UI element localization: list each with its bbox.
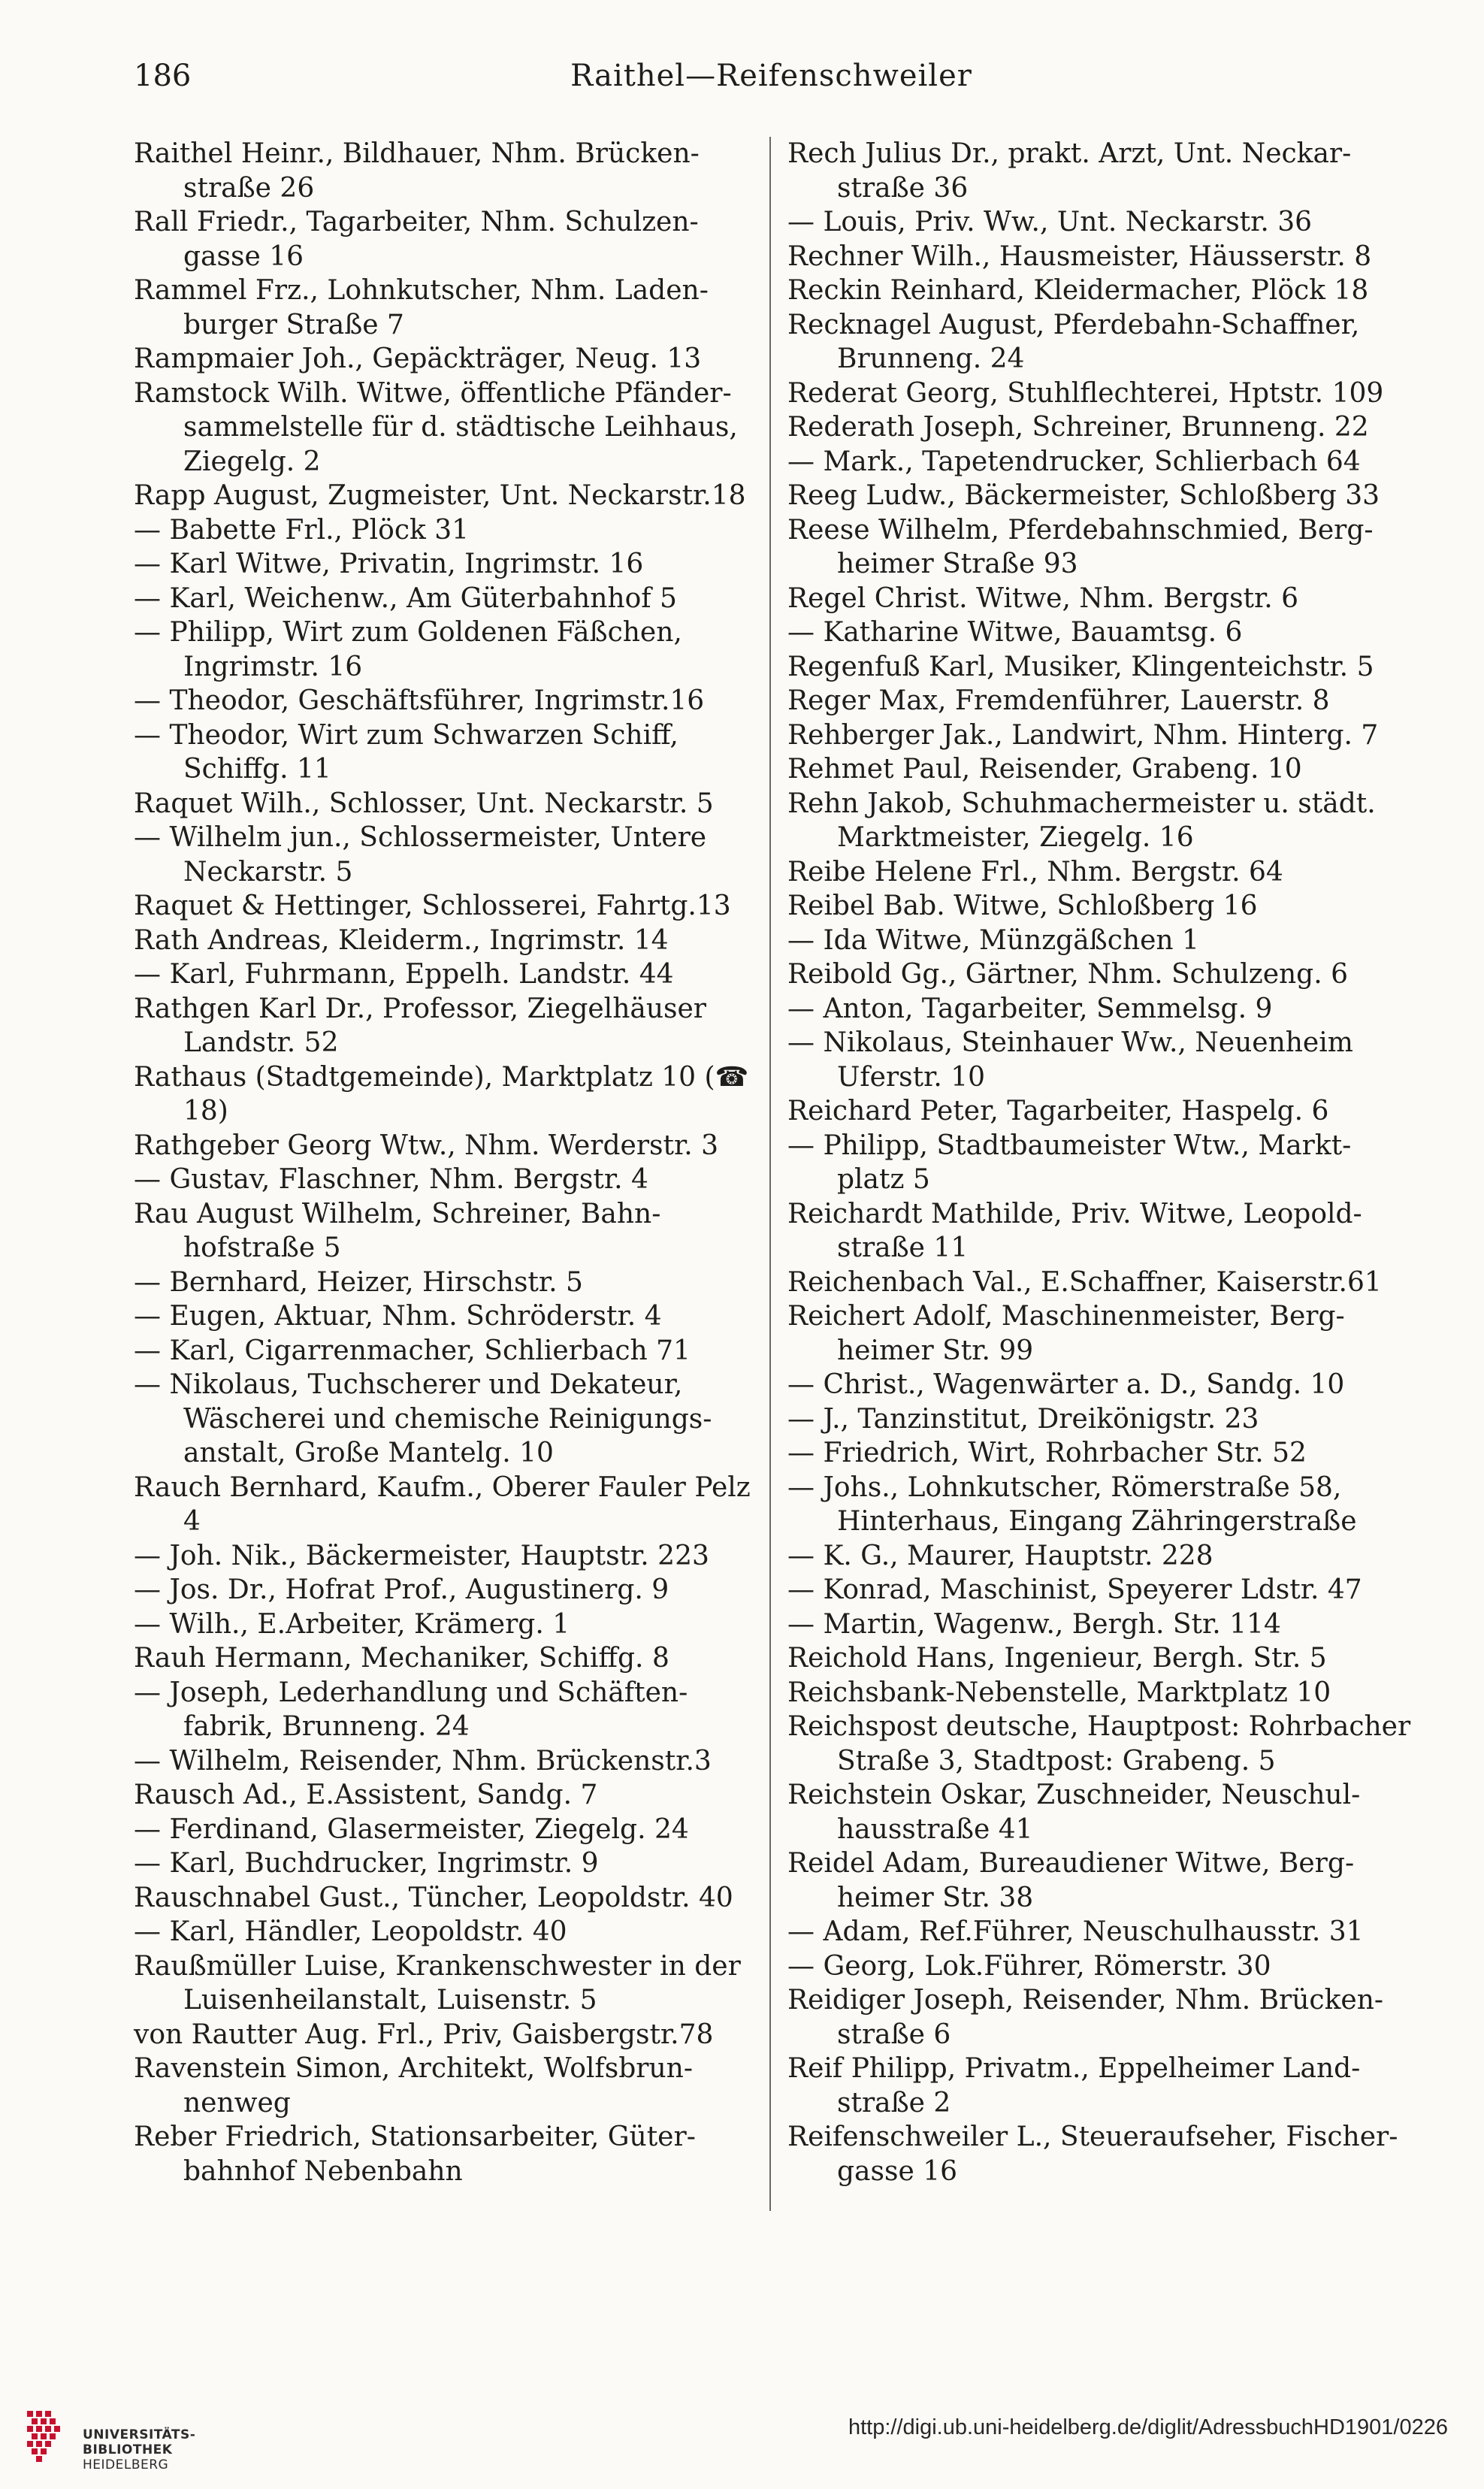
- directory-entry: Reichstein Oskar, Zuschneider, Neuschul-hausstraße 41: [787, 1780, 1361, 1845]
- directory-entry: — Adam, Ref.Führer, Neuschulhausstr. 31: [787, 1916, 1364, 1947]
- directory-entry: Raquet Wilh., Schlosser, Unt. Neckarstr. 5: [134, 788, 714, 819]
- directory-entry: Rauschnabel Gust., Tüncher, Leopoldstr. 40: [134, 1882, 733, 1913]
- library-logo[interactable]: [21, 2408, 246, 2480]
- directory-entry: — Wilhelm jun., Schlossermeister, Untere Neckarstr. 5: [134, 822, 707, 888]
- directory-entry: Reichspost deutsche, Hauptpost: Rohrbacher Straße 3, Stadtpost: Grabeng. 5: [787, 1711, 1411, 1777]
- directory-entry: — Konrad, Maschinist, Speyerer Ldstr. 47: [787, 1574, 1362, 1605]
- directory-entry: — Joseph, Lederhandlung und Schäften-fabrik, Brunneng. 24: [134, 1677, 688, 1742]
- directory-entry: — Joh. Nik., Bäckermeister, Hauptstr. 223: [134, 1540, 709, 1571]
- directory-entry: — Christ., Wagenwärter a. D., Sandg. 10: [787, 1369, 1345, 1400]
- directory-entry: Rammel Frz., Lohnkutscher, Nhm. Laden-burger Straße 7: [134, 275, 709, 340]
- directory-entry: Rausch Ad., E.Assistent, Sandg. 7: [134, 1780, 598, 1810]
- logo-text: [83, 2427, 195, 2472]
- directory-entry: — Philipp, Stadtbaumeister Wtw., Markt-platz 5: [787, 1130, 1352, 1195]
- directory-entry: Regenfuß Karl, Musiker, Klingenteichstr. 5: [787, 651, 1374, 682]
- directory-entry: Rehberger Jak., Landwirt, Nhm. Hinterg. 7: [787, 719, 1379, 751]
- directory-entry: — Jos. Dr., Hofrat Prof., Augustinerg. 9: [134, 1574, 669, 1605]
- directory-entry: — Gustav, Flaschner, Nhm. Bergstr. 4: [134, 1164, 648, 1195]
- column-divider: [769, 137, 771, 2211]
- directory-entry: Recknagel August, Pferdebahn-Schaffner, Brunneng. 24: [787, 309, 1360, 374]
- directory-entry: — Karl, Buchdrucker, Ingrimstr. 9: [134, 1848, 599, 1879]
- directory-entry: — Friedrich, Wirt, Rohrbacher Str. 52: [787, 1438, 1307, 1468]
- directory-entry: Ravenstein Simon, Architekt, Wolfsbrun-nenweg: [134, 2053, 694, 2119]
- directory-entry: Reichold Hans, Ingenieur, Bergh. Str. 5: [787, 1643, 1327, 1674]
- directory-entry: Rampmaier Joh., Gepäckträger, Neug. 13: [134, 343, 702, 374]
- directory-entry: Reif Philipp, Privatm., Eppelheimer Land-straße 2: [787, 2053, 1361, 2119]
- logo-line-3: HEIDELBERG: [83, 2457, 169, 2472]
- directory-entry: Reber Friedrich, Stationsarbeiter, Güter-bahnhof Nebenbahn: [134, 2122, 696, 2187]
- directory-entry: — Louis, Priv. Ww., Unt. Neckarstr. 36: [787, 207, 1313, 237]
- directory-entry: Reibe Helene Frl., Nhm. Bergstr. 64: [787, 856, 1283, 888]
- directory-entry: — Theodor, Wirt zum Schwarzen Schiff, Schiffg. 11: [134, 719, 679, 785]
- directory-entry: Reger Max, Fremdenführer, Lauerstr. 8: [787, 685, 1330, 716]
- directory-entry: Reeg Ludw., Bäckermeister, Schloßberg 33: [787, 480, 1380, 511]
- directory-entry: — K. G., Maurer, Hauptstr. 228: [787, 1540, 1213, 1571]
- university-seal-icon: [21, 2408, 75, 2475]
- directory-entry: Raithel Heinr., Bildhauer, Nhm. Brücken-straße 26: [134, 138, 700, 204]
- directory-entry: Raußmüller Luise, Krankenschwester in der Luisenheilanstalt, Luisenstr. 5: [134, 1950, 741, 2016]
- page-footer: [0, 2390, 1484, 2489]
- directory-entry: Raquet & Hettinger, Schlosserei, Fahrtg.13: [134, 891, 731, 921]
- directory-entry: — Wilh., E.Arbeiter, Krämerg. 1: [134, 1608, 570, 1640]
- directory-entry: Rederat Georg, Stuhlflechterei, Hptstr. 109: [787, 377, 1384, 409]
- directory-entry: — Karl, Weichenw., Am Güterbahnhof 5: [134, 582, 677, 614]
- left-column: [134, 137, 757, 2188]
- directory-entry: Rehn Jakob, Schuhmachermeister u. städt. Marktmeister, Ziegelg. 16: [787, 788, 1376, 853]
- directory-entry: Reichsbank-Nebenstelle, Marktplatz 10: [787, 1677, 1331, 1708]
- directory-entry: — Eugen, Aktuar, Nhm. Schröderstr. 4: [134, 1301, 662, 1332]
- directory-entry: — Ida Witwe, Münzgäßchen 1: [787, 924, 1199, 956]
- directory-entry: Reichenbach Val., E.Schaffner, Kaiserstr.61: [787, 1266, 1382, 1298]
- directory-entry: Rederath Joseph, Schreiner, Brunneng. 22: [787, 412, 1369, 443]
- directory-entry: Rathgen Karl Dr., Professor, Ziegelhäuser Landstr. 52: [134, 993, 707, 1058]
- page-number: 186: [134, 59, 192, 93]
- directory-entry: Rall Friedr., Tagarbeiter, Nhm. Schulzen-gasse 16: [134, 207, 699, 272]
- right-column: [787, 137, 1411, 2188]
- directory-entry: Reifenschweiler L., Steueraufseher, Fischer-gasse 16: [787, 2122, 1398, 2187]
- directory-entry: Rauch Bernhard, Kaufm., Oberer Fauler Pelz 4: [134, 1471, 751, 1537]
- directory-entry: — Wilhelm, Reisender, Nhm. Brückenstr.3: [134, 1745, 712, 1777]
- directory-entry: Rathaus (Stadtgemeinde), Marktplatz 10 (☎ 18): [134, 1061, 749, 1127]
- directory-entry: Rehmet Paul, Reisender, Grabeng. 10: [787, 754, 1302, 785]
- directory-entry: Rath Andreas, Kleiderm., Ingrimstr. 14: [134, 924, 669, 956]
- directory-entry: Reidel Adam, Bureaudiener Witwe, Berg-heimer Str. 38: [787, 1848, 1355, 1913]
- directory-entry: — Johs., Lohnkutscher, Römerstraße 58, Hinterhaus, Eingang Zähringerstraße: [787, 1471, 1357, 1537]
- directory-entry: — Katharine Witwe, Bauamtsg. 6: [787, 617, 1243, 648]
- directory-entry: Reese Wilhelm, Pferdebahnschmied, Berg-heimer Straße 93: [787, 514, 1374, 579]
- directory-entry: Rechner Wilh., Hausmeister, Häusserstr. 8: [787, 240, 1372, 272]
- directory-entry: Reibold Gg., Gärtner, Nhm. Schulzeng. 6: [787, 959, 1349, 990]
- directory-entry: — Philipp, Wirt zum Goldenen Fäßchen, Ingrimstr. 16: [134, 617, 682, 682]
- directory-entry: Regel Christ. Witwe, Nhm. Bergstr. 6: [787, 582, 1299, 614]
- directory-entry: — Karl, Fuhrmann, Eppelh. Landstr. 44: [134, 959, 674, 990]
- directory-entry: — Mark., Tapetendrucker, Schlierbach 64: [787, 446, 1361, 477]
- directory-entry: — Nikolaus, Tuchscherer und Dekateur, Wäscherei und chemische Reinigungs-anstalt, Große Mantelg. 10: [134, 1369, 712, 1468]
- directory-entry: — Karl, Händler, Leopoldstr. 40: [134, 1916, 567, 1947]
- directory-entry: — Theodor, Geschäftsführer, Ingrimstr.16: [134, 685, 705, 716]
- directory-entry: — J., Tanzinstitut, Dreikönigstr. 23: [787, 1403, 1259, 1435]
- source-url-link[interactable]: http://digi.ub.uni-heidelberg.de/diglit/AdressbuchHD1901/0226: [848, 2415, 1448, 2439]
- directory-entry: Reichard Peter, Tagarbeiter, Haspelg. 6: [787, 1096, 1329, 1127]
- directory-entry: — Karl, Cigarrenmacher, Schlierbach 71: [134, 1335, 691, 1366]
- directory-entry: Rau August Wilhelm, Schreiner, Bahn-hofstraße 5: [134, 1198, 661, 1263]
- directory-entry: Rapp August, Zugmeister, Unt. Neckarstr.18: [134, 480, 746, 511]
- directory-columns: [134, 137, 1411, 2226]
- directory-entry: — Anton, Tagarbeiter, Semmelsg. 9: [787, 993, 1273, 1024]
- directory-entry: — Bernhard, Heizer, Hirschstr. 5: [134, 1266, 583, 1298]
- directory-entry: — Martin, Wagenw., Bergh. Str. 114: [787, 1608, 1281, 1640]
- directory-entry: Reidiger Joseph, Reisender, Nhm. Brücken-straße 6: [787, 1985, 1384, 2050]
- directory-entry: Ramstock Wilh. Witwe, öffentliche Pfänder-sammelstelle für d. städtische Leihhaus, Ziegelg. 2: [134, 377, 738, 477]
- directory-entry: Reibel Bab. Witwe, Schloßberg 16: [787, 891, 1258, 921]
- directory-entry: Rech Julius Dr., prakt. Arzt, Unt. Neckar-straße 36: [787, 138, 1352, 204]
- directory-entry: von Rautter Aug. Frl., Priv, Gaisbergstr.78: [134, 2019, 714, 2050]
- page-header: [134, 53, 1409, 105]
- directory-entry: — Ferdinand, Glasermeister, Ziegelg. 24: [134, 1813, 689, 1845]
- directory-entry: — Babette Frl., Plöck 31: [134, 514, 470, 546]
- directory-entry: Reichardt Mathilde, Priv. Witwe, Leopold-straße 11: [787, 1198, 1362, 1263]
- directory-entry: Reckin Reinhard, Kleidermacher, Plöck 18: [787, 275, 1369, 306]
- directory-entry: — Georg, Lok.Führer, Römerstr. 30: [787, 1950, 1271, 1982]
- directory-entry: Reichert Adolf, Maschinenmeister, Berg-heimer Str. 99: [787, 1301, 1345, 1366]
- directory-entry: Rathgeber Georg Wtw., Nhm. Werderstr. 3: [134, 1130, 719, 1161]
- running-head: Raithel—Reifenschweiler: [570, 59, 972, 93]
- directory-entry: — Karl Witwe, Privatin, Ingrimstr. 16: [134, 549, 644, 579]
- logo-line-2: BIBLIOTHEK: [83, 2442, 173, 2457]
- directory-entry: — Nikolaus, Steinhauer Ww., Neuenheim Uferstr. 10: [787, 1027, 1353, 1093]
- directory-entry: Rauh Hermann, Mechaniker, Schiffg. 8: [134, 1643, 669, 1674]
- logo-line-1: UNIVERSITÄTS-: [83, 2427, 196, 2442]
